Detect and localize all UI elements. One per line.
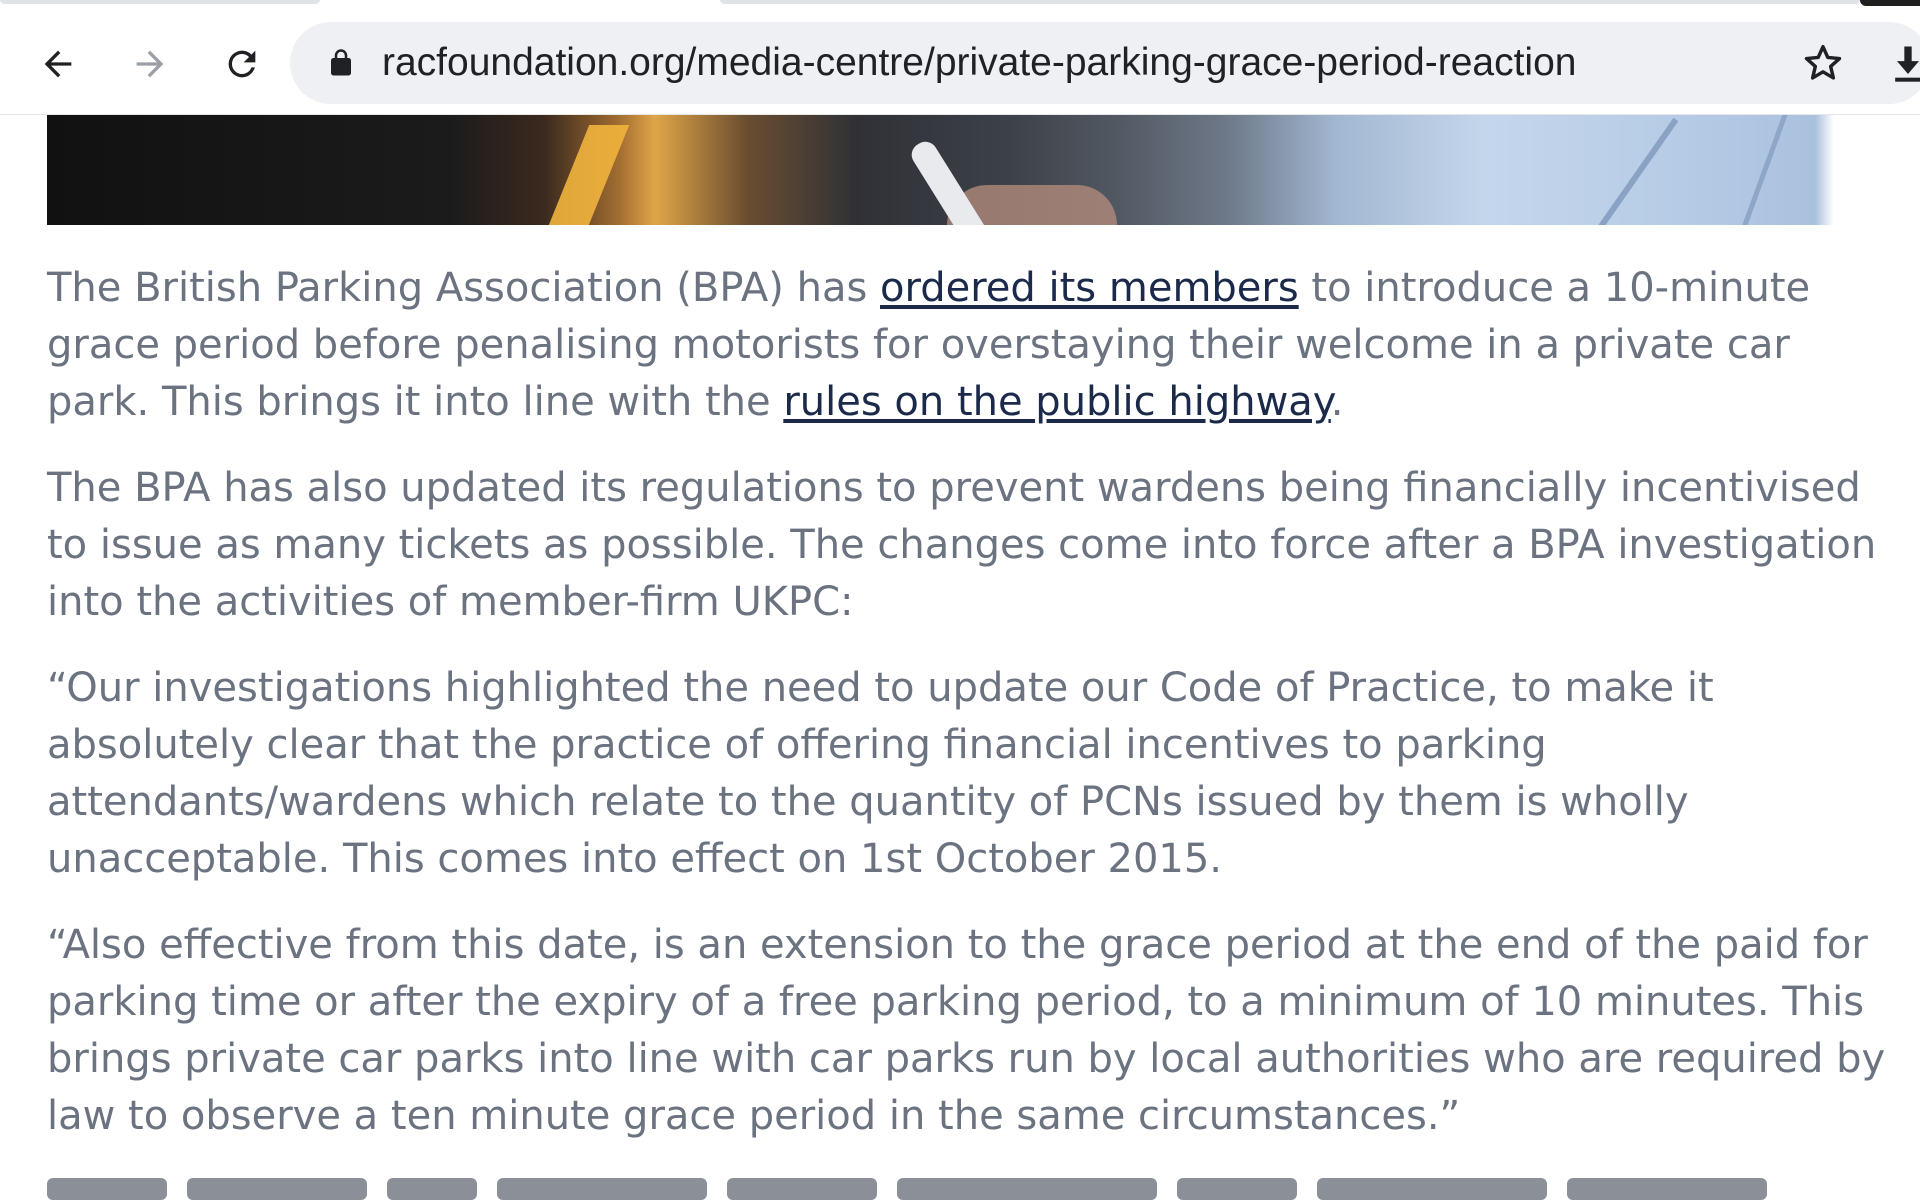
clipped-word — [1177, 1178, 1297, 1200]
article-paragraph — [47, 260, 1892, 431]
article-hero-image — [47, 115, 1889, 225]
article-body — [47, 260, 1892, 1174]
reload-icon — [222, 44, 262, 84]
article-quote-paragraph: “Also effective from this date, is an extension to the grace period at the end of the paid for parking time or after the expiry of a free parking period, to a minimum of 10 minutes. This brings private car parks into line with car parks run by local authorities who are required by law to observe a ten minute grace period in the same circumstances.” — [47, 922, 1886, 1139]
clipped-word — [897, 1178, 1157, 1200]
paragraph-text: to introduce a 10-minute grace period before penalising motorists for overstaying their welcome in a private car park. This brings it into line with the — [47, 265, 1811, 425]
tab[interactable] — [0, 0, 320, 4]
address-bar[interactable] — [290, 22, 1920, 104]
tab[interactable] — [720, 0, 1860, 4]
download-icon[interactable] — [1886, 40, 1920, 86]
clipped-word — [47, 1178, 167, 1200]
lock-icon[interactable] — [326, 47, 356, 79]
back-button[interactable] — [20, 26, 96, 102]
article-paragraph: The BPA has also updated its regulations to prevent wardens being financially incentivised to issue as many tickets as possible. The changes come into force after a BPA investigation into the activities of member-firm UKPC: — [47, 465, 1877, 625]
forward-button[interactable] — [112, 26, 188, 102]
article-quote-paragraph: “Our investigations highlighted the need to update our Code of Practice, to make it absolutely clear that the practice of offering financial incentives to parking attendants/wardens which relate to the quantity of PCNs issued by them is wholly unacceptable. This comes into effect on 1st October 2015. — [47, 665, 1714, 882]
public-highway-rules-link[interactable]: rules on the public highway — [783, 379, 1331, 425]
paragraph-text: The British Parking Association (BPA) has — [47, 265, 881, 311]
clipped-word — [497, 1178, 707, 1200]
url-text[interactable]: racfoundation.org/media-centre/private-parking-grace-period-reaction — [382, 41, 1577, 84]
ordered-its-members-link[interactable]: ordered its members — [880, 265, 1299, 311]
paragraph-text: . — [1330, 379, 1344, 425]
reload-button[interactable] — [204, 26, 280, 102]
clipped-word — [187, 1178, 367, 1200]
hero-image-detail — [545, 125, 629, 225]
clipped-word — [727, 1178, 877, 1200]
hero-image-detail — [1730, 115, 1789, 225]
clipped-text-line — [47, 1172, 1892, 1200]
clipped-word — [387, 1178, 477, 1200]
back-arrow-icon — [38, 44, 78, 84]
browser-toolbar — [0, 6, 1920, 115]
star-icon[interactable] — [1800, 40, 1846, 86]
forward-arrow-icon — [130, 44, 170, 84]
clipped-word — [1567, 1178, 1767, 1200]
hero-image-detail — [1582, 118, 1679, 225]
clipped-word — [1317, 1178, 1547, 1200]
